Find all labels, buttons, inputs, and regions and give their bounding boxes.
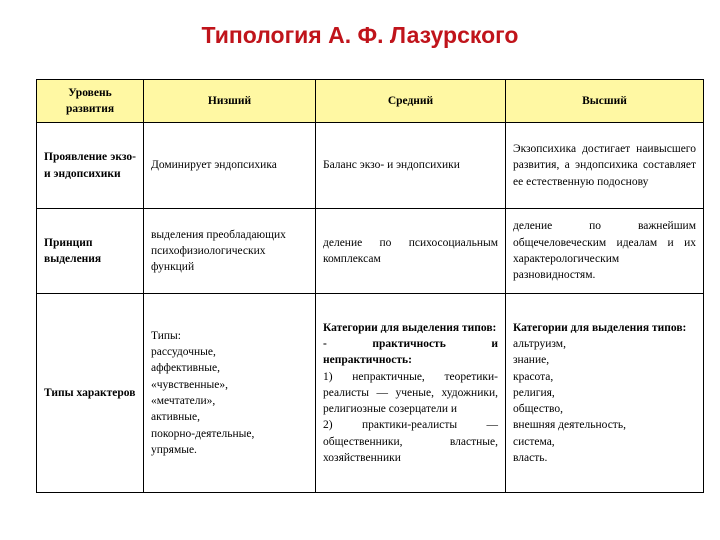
header-level: Уровень развития	[37, 80, 144, 123]
header-row	[37, 80, 704, 123]
cell-heading: Категории для выделения типов:	[513, 321, 687, 334]
cell-high: Экзопсихика достигает наивысшего развития, а эндопсихика составляет ее естественную подоснову	[506, 123, 704, 209]
list-item: 2) практики-реалисты — общественники, властные, хозяйственники	[323, 419, 498, 465]
header-low: Низший	[144, 80, 316, 123]
row-label: Типы характеров	[37, 294, 144, 493]
cell-mid: Баланс экзо- и эндопсихики	[316, 123, 506, 209]
list-item: покорно-деятельные,	[151, 427, 255, 440]
list-item: религия,	[513, 386, 555, 399]
cell-mid	[316, 294, 506, 493]
list-item: знание,	[513, 354, 550, 367]
list-item: общество,	[513, 403, 563, 416]
header-high: Высший	[506, 80, 704, 123]
cell-mid: деление по психосоциальным комплексам	[316, 209, 506, 294]
list-item: внешняя деятельность,	[513, 419, 626, 432]
table-row	[37, 123, 704, 209]
list-item: власть.	[513, 452, 548, 465]
list-item: 1) непрактичные, теоретики-реалисты — ученые, художники, религиозные созерцатели и	[323, 370, 498, 416]
table-row	[37, 209, 704, 294]
page-title: Типология А. Ф. Лазурского	[201, 22, 519, 48]
cell-heading: Категории для выделения типов:	[323, 321, 497, 334]
cell-low: выделения преобладающих психофизиологических функций	[144, 209, 316, 294]
cell-high	[506, 294, 704, 493]
list-item: «чувственные»,	[151, 378, 229, 391]
row-label: Принцип выделения	[37, 209, 144, 294]
list-item: аффективные,	[151, 362, 220, 375]
list-item: активные,	[151, 411, 201, 424]
list-item: рассудочные,	[151, 346, 216, 359]
list-item: система,	[513, 435, 555, 448]
cell-low: Доминирует эндопсихика	[144, 123, 316, 209]
table-row	[37, 294, 704, 493]
header-mid: Средний	[316, 80, 506, 123]
cell-heading: Типы:	[151, 329, 181, 342]
typology-table	[36, 79, 704, 493]
criterion: - практичность и непрактичность:	[323, 337, 498, 367]
list-item: упрямые.	[151, 443, 197, 456]
list-item: «мечтатели»,	[151, 395, 216, 407]
list-item: красота,	[513, 370, 554, 383]
list-item: альтруизм,	[513, 337, 566, 350]
row-label: Проявление экзо- и эндопсихики	[37, 123, 144, 209]
cell-low	[144, 294, 316, 493]
cell-high: деление по важнейшим общечеловеческим идеалам и их характерологическим разновидностям.	[506, 209, 704, 294]
